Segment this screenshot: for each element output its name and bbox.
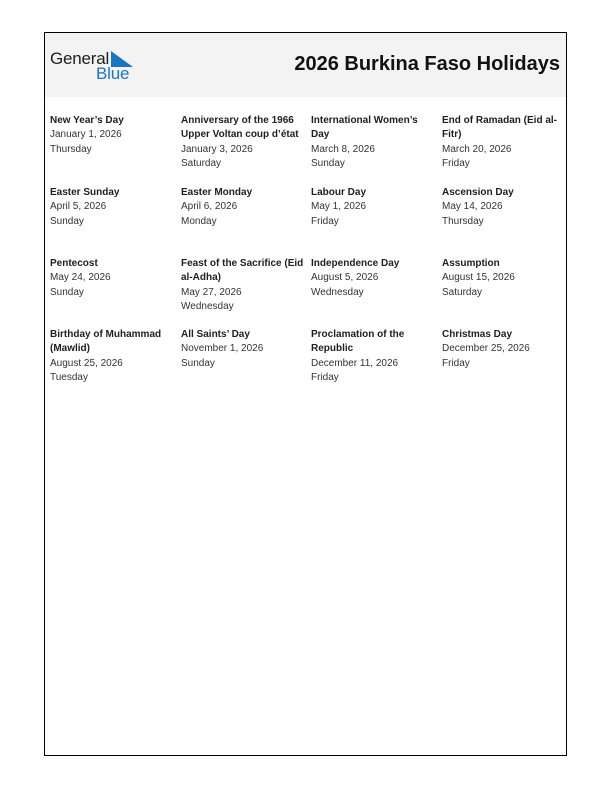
holiday-item — [50, 114, 174, 157]
holiday-date: May 24, 2026 — [50, 272, 111, 284]
holiday-name: All Saints’ Day — [181, 329, 250, 340]
logo-word-general: General — [50, 49, 110, 68]
holiday-weekday: Friday — [442, 157, 470, 169]
holiday-date: April 6, 2026 — [181, 201, 238, 213]
holiday-date: December 25, 2026 — [442, 343, 530, 355]
holiday-date: January 3, 2026 — [181, 143, 253, 155]
header — [45, 33, 566, 97]
holiday-weekday: Thursday — [50, 143, 92, 155]
holiday-weekday: Saturday — [442, 286, 483, 298]
holiday-item — [442, 257, 566, 300]
page-frame — [44, 32, 567, 756]
holiday-weekday: Wednesday — [311, 286, 364, 298]
holiday-item — [442, 114, 566, 171]
holiday-name: Easter Monday — [181, 187, 253, 198]
holiday-date: May 27, 2026 — [181, 286, 242, 298]
holiday-name: New Year’s Day — [50, 115, 124, 126]
holiday-item — [442, 328, 566, 371]
holiday-date: August 25, 2026 — [50, 357, 123, 369]
holiday-item — [50, 186, 174, 229]
holiday-item — [311, 114, 435, 171]
holiday-name: Pentecost — [50, 258, 98, 269]
holiday-date: August 15, 2026 — [442, 272, 515, 284]
holiday-weekday: Sunday — [50, 286, 84, 298]
holiday-date: April 5, 2026 — [50, 201, 107, 213]
holiday-weekday: Friday — [311, 215, 339, 227]
holiday-date: November 1, 2026 — [181, 343, 264, 355]
holiday-weekday: Friday — [442, 357, 470, 369]
logo-word-blue: Blue — [96, 64, 130, 83]
holiday-name: Birthday of Muhammad (Mawlid) — [50, 329, 162, 355]
holiday-weekday: Monday — [181, 215, 217, 227]
holiday-date: May 1, 2026 — [311, 201, 367, 213]
generalblue-logo — [50, 49, 140, 83]
holiday-date: December 11, 2026 — [311, 357, 399, 369]
holiday-item — [311, 186, 435, 229]
holiday-name: Ascension Day — [442, 187, 514, 198]
holiday-name: Anniversary of the 1966 Upper Voltan coup d’état — [181, 115, 299, 141]
holiday-date: May 14, 2026 — [442, 201, 503, 213]
holiday-name: Christmas Day — [442, 329, 513, 340]
holiday-weekday: Sunday — [181, 357, 215, 369]
holiday-name: International Women’s Day — [311, 115, 418, 141]
holiday-name: Proclamation of the Republic — [311, 329, 405, 355]
holiday-item — [442, 186, 566, 229]
holiday-weekday: Sunday — [50, 215, 84, 227]
holiday-item — [181, 186, 305, 229]
holiday-date: January 1, 2026 — [50, 129, 122, 141]
holiday-item — [311, 328, 435, 385]
holiday-name: Independence Day — [311, 258, 400, 269]
holiday-weekday: Thursday — [442, 215, 484, 227]
holiday-weekday: Friday — [311, 371, 339, 383]
holiday-weekday: Sunday — [311, 157, 345, 169]
holiday-item — [181, 257, 305, 314]
holiday-name: Feast of the Sacrifice (Eid al-Adha) — [181, 258, 304, 284]
holiday-date: March 20, 2026 — [442, 143, 512, 155]
holiday-name: Labour Day — [311, 187, 367, 198]
holiday-name: Assumption — [442, 258, 500, 269]
holiday-name: Easter Sunday — [50, 187, 120, 198]
holiday-item — [50, 328, 174, 385]
holiday-weekday: Wednesday — [181, 300, 234, 312]
holiday-item — [181, 328, 305, 371]
holiday-date: March 8, 2026 — [311, 143, 375, 155]
holiday-date: August 5, 2026 — [311, 272, 379, 284]
holiday-item — [50, 257, 174, 300]
holiday-item — [181, 114, 305, 171]
holiday-weekday: Tuesday — [50, 371, 88, 383]
holiday-name: End of Ramadan (Eid al-Fitr) — [442, 115, 558, 141]
holiday-item — [311, 257, 435, 300]
page-title: 2026 Burkina Faso Holidays — [294, 53, 560, 75]
holiday-weekday: Saturday — [181, 157, 222, 169]
